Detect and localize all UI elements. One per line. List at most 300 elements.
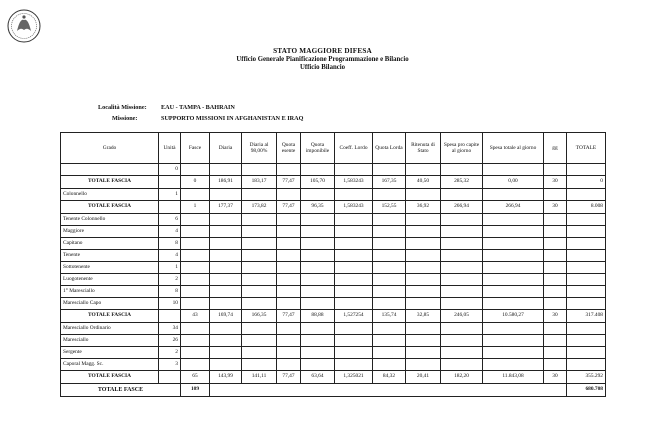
grade-row (61, 274, 606, 286)
table-cell: 2 (159, 347, 181, 359)
table-cell (277, 286, 301, 298)
grand-total-value: 680.708 (567, 384, 606, 397)
table-cell: 0,00 (483, 176, 544, 189)
table-cell (210, 359, 242, 371)
table-cell (483, 262, 544, 274)
table-cell (335, 347, 373, 359)
table-cell (406, 335, 441, 347)
grade-row (61, 323, 606, 335)
table-cell (242, 226, 277, 238)
table-cell (441, 262, 483, 274)
table-cell (567, 298, 606, 310)
table-cell: 30 (544, 201, 567, 214)
grade-name-cell: Maggiore (61, 226, 159, 238)
table-cell (483, 226, 544, 238)
grade-name-cell: Tenente Colonnello (61, 214, 159, 226)
table-cell (483, 238, 544, 250)
table-cell (335, 359, 373, 371)
table-cell (181, 274, 210, 286)
table-cell: 88,88 (301, 310, 335, 323)
column-header: Spesa pro capite al giorno (441, 133, 483, 164)
table-cell (277, 274, 301, 286)
table-cell: 135,74 (373, 310, 406, 323)
table-cell (159, 201, 181, 214)
table-cell (567, 250, 606, 262)
grade-row (61, 359, 606, 371)
column-header: Unità (159, 133, 181, 164)
table-cell (544, 274, 567, 286)
table-cell: 8.008 (567, 201, 606, 214)
column-header: TOTALE (567, 133, 606, 164)
grade-name-cell (61, 164, 159, 176)
table-cell: 30 (544, 176, 567, 189)
table-cell: 173,82 (242, 201, 277, 214)
grand-total-spacer (210, 384, 567, 397)
total-label-cell: TOTALE FASCIA (61, 371, 159, 384)
table-cell (301, 347, 335, 359)
table-cell (301, 323, 335, 335)
grade-name-cell: Maresciallo (61, 335, 159, 347)
table-cell (544, 359, 567, 371)
table-cell (301, 274, 335, 286)
fascia-total-row (61, 310, 606, 323)
table-cell: 1,527254 (335, 310, 373, 323)
table-cell (181, 189, 210, 201)
table-cell (242, 298, 277, 310)
table-cell: 183,17 (242, 176, 277, 189)
table-cell: 20,41 (406, 371, 441, 384)
table-cell: 96,35 (301, 201, 335, 214)
table-cell (242, 189, 277, 201)
table-cell (544, 286, 567, 298)
column-header: Diaria (210, 133, 242, 164)
table-cell (335, 335, 373, 347)
table-cell: 177,37 (210, 201, 242, 214)
table-cell (301, 164, 335, 176)
table-cell: 285,32 (441, 176, 483, 189)
table-cell (373, 250, 406, 262)
table-cell (242, 262, 277, 274)
table-cell (483, 250, 544, 262)
table-cell (373, 164, 406, 176)
table-cell (277, 298, 301, 310)
table-cell (441, 238, 483, 250)
column-header: Quota imponibile (301, 133, 335, 164)
table-cell (301, 298, 335, 310)
table-cell (406, 323, 441, 335)
table-cell (210, 274, 242, 286)
table-cell (301, 214, 335, 226)
table-cell: 77,47 (277, 310, 301, 323)
grade-name-cell: Sergente (61, 347, 159, 359)
table-cell: 266,94 (483, 201, 544, 214)
grade-name-cell: Sottotenente (61, 262, 159, 274)
table-cell (181, 286, 210, 298)
table-cell (181, 164, 210, 176)
table-cell (210, 250, 242, 262)
grade-name-cell: Colonnello (61, 189, 159, 201)
table-cell: 77,47 (277, 201, 301, 214)
table-cell (441, 226, 483, 238)
table-cell (277, 250, 301, 262)
table-cell (406, 262, 441, 274)
table-cell (181, 214, 210, 226)
table-cell: 169,74 (210, 310, 242, 323)
table-cell: 2 (159, 274, 181, 286)
grade-row (61, 250, 606, 262)
allowance-table (60, 132, 606, 397)
table-cell (373, 347, 406, 359)
table-cell (210, 164, 242, 176)
table-cell (406, 298, 441, 310)
table-cell: 1 (181, 201, 210, 214)
table-cell: 1,325021 (335, 371, 373, 384)
grade-row (61, 298, 606, 310)
table-cell (242, 214, 277, 226)
table-cell (406, 250, 441, 262)
table-cell (544, 347, 567, 359)
table-cell (483, 286, 544, 298)
grade-row (61, 286, 606, 298)
table-cell (441, 274, 483, 286)
grade-name-cell: Capitano (61, 238, 159, 250)
table-cell (277, 262, 301, 274)
table-cell (567, 286, 606, 298)
doc-subtitle-office: Ufficio Generale Pianificazione Programmazione e Bilancio (236, 56, 409, 63)
table-cell (335, 262, 373, 274)
table-cell: 266,94 (441, 201, 483, 214)
table-cell (242, 323, 277, 335)
table-cell (242, 359, 277, 371)
column-header: Ritenuta di Stato (406, 133, 441, 164)
table-cell (441, 359, 483, 371)
table-cell: 152,55 (373, 201, 406, 214)
table-cell: 1 (159, 189, 181, 201)
table-cell: 1,583243 (335, 201, 373, 214)
fascia-total-row (61, 176, 606, 189)
column-header: Quota Lorda (373, 133, 406, 164)
table-cell (544, 250, 567, 262)
table-cell (483, 323, 544, 335)
table-cell (159, 310, 181, 323)
table-cell (301, 359, 335, 371)
table-cell (181, 323, 210, 335)
total-label-cell: TOTALE FASCIA (61, 176, 159, 189)
table-cell (373, 335, 406, 347)
table-cell (210, 214, 242, 226)
table-cell: 65 (181, 371, 210, 384)
table-cell (301, 250, 335, 262)
table-cell: 4 (159, 226, 181, 238)
table-cell (181, 238, 210, 250)
table-cell (242, 335, 277, 347)
column-header: gg (544, 133, 567, 164)
table-cell (181, 298, 210, 310)
table-cell (373, 274, 406, 286)
table-cell (483, 359, 544, 371)
column-header: Diaria al 98,00% (242, 133, 277, 164)
table-cell (406, 347, 441, 359)
table-cell (242, 274, 277, 286)
table-cell (242, 164, 277, 176)
doc-subtitle-bureau: Ufficio Bilancio (299, 64, 346, 71)
table-cell: 317.408 (567, 310, 606, 323)
grade-row (61, 347, 606, 359)
table-cell (277, 323, 301, 335)
table-cell (373, 189, 406, 201)
table-cell: 246,05 (441, 310, 483, 323)
table-cell (483, 189, 544, 201)
column-header: Grado (61, 133, 159, 164)
table-cell: 77,47 (277, 176, 301, 189)
table-cell (335, 226, 373, 238)
missione-value: SUPPORTO MISSIONI IN AFGHANISTAN E IRAQ (161, 115, 304, 122)
table-cell (406, 226, 441, 238)
table-cell (544, 298, 567, 310)
table-cell: 4 (159, 250, 181, 262)
table-cell (210, 347, 242, 359)
table-cell: 84,32 (373, 371, 406, 384)
table-cell (181, 347, 210, 359)
grand-total-row (61, 384, 606, 397)
table-cell: 167,35 (373, 176, 406, 189)
table-cell: 36,92 (406, 201, 441, 214)
localita-label: Località Missione: (98, 104, 147, 111)
column-header: Quota esente (277, 133, 301, 164)
table-cell (242, 250, 277, 262)
table-cell (301, 226, 335, 238)
table-cell (335, 238, 373, 250)
table-cell (441, 250, 483, 262)
table-cell (373, 226, 406, 238)
table-cell: 30 (544, 371, 567, 384)
table-cell (567, 262, 606, 274)
table-cell (373, 323, 406, 335)
grade-row (61, 214, 606, 226)
grade-row (61, 262, 606, 274)
table-cell (406, 164, 441, 176)
table-cell: 182,20 (441, 371, 483, 384)
table-cell (544, 189, 567, 201)
table-cell (242, 238, 277, 250)
table-cell (567, 335, 606, 347)
column-header: Spesa totale al giorno (483, 133, 544, 164)
table-cell (483, 335, 544, 347)
fascia-total-row (61, 371, 606, 384)
table-cell: 32,85 (406, 310, 441, 323)
table-cell (483, 298, 544, 310)
table-cell (301, 286, 335, 298)
table-cell (406, 359, 441, 371)
doc-title: STATO MAGGIORE DIFESA (273, 47, 372, 55)
table-cell (181, 226, 210, 238)
total-label-cell: TOTALE FASCIA (61, 310, 159, 323)
table-cell: 10 (159, 298, 181, 310)
table-cell (210, 298, 242, 310)
table-cell (242, 286, 277, 298)
table-cell: 8 (159, 238, 181, 250)
table-cell (277, 335, 301, 347)
table-cell (544, 323, 567, 335)
table-body (61, 133, 606, 397)
grade-name-cell: Tenente (61, 250, 159, 262)
table-cell (544, 335, 567, 347)
table-cell (210, 226, 242, 238)
table-cell (181, 250, 210, 262)
table-cell (335, 323, 373, 335)
table-cell (277, 226, 301, 238)
table-cell (301, 238, 335, 250)
table-cell: 8 (159, 286, 181, 298)
table-cell: 3 (159, 359, 181, 371)
table-cell (373, 214, 406, 226)
table-cell: 0 (567, 176, 606, 189)
table-cell (567, 359, 606, 371)
localita-value: EAU - TAMPA - BAHRAIN (161, 104, 235, 111)
table-cell: 43 (181, 310, 210, 323)
total-label-cell: TOTALE FASCIA (61, 201, 159, 214)
grade-name-cell: Caporal Magg. Sc. (61, 359, 159, 371)
table-cell (373, 298, 406, 310)
fascia-total-row (61, 201, 606, 214)
table-cell (335, 250, 373, 262)
table-cell: 11.843,08 (483, 371, 544, 384)
table-cell (335, 286, 373, 298)
table-cell (277, 359, 301, 371)
table-cell (335, 164, 373, 176)
emblem-seal-icon (6, 8, 42, 44)
table-cell (567, 189, 606, 201)
table-cell (441, 214, 483, 226)
table-cell: 141,11 (242, 371, 277, 384)
table-cell (567, 274, 606, 286)
grade-row (61, 226, 606, 238)
table-cell (277, 347, 301, 359)
table-cell (373, 238, 406, 250)
table-cell (335, 298, 373, 310)
table-cell (544, 214, 567, 226)
table-cell (567, 164, 606, 176)
table-cell (441, 298, 483, 310)
table-cell: 105,70 (301, 176, 335, 189)
grade-row (61, 164, 606, 176)
table-cell (181, 262, 210, 274)
table-cell: 30 (544, 310, 567, 323)
table-cell: 10.580,27 (483, 310, 544, 323)
table-cell: 143,99 (210, 371, 242, 384)
table-cell: 26 (159, 335, 181, 347)
grade-name-cell: Maresciallo Ordinario (61, 323, 159, 335)
table-cell: 166,35 (242, 310, 277, 323)
table-cell (567, 238, 606, 250)
table-cell (441, 189, 483, 201)
table-cell (441, 347, 483, 359)
table-cell (483, 164, 544, 176)
grade-name-cell: Luogotenente (61, 274, 159, 286)
table-cell (210, 238, 242, 250)
table-cell: 1 (159, 262, 181, 274)
table-cell: 40,50 (406, 176, 441, 189)
table-cell (567, 323, 606, 335)
table-cell (373, 286, 406, 298)
table-cell (242, 347, 277, 359)
column-header: Fasce (181, 133, 210, 164)
table-cell: 186,91 (210, 176, 242, 189)
table-cell (567, 347, 606, 359)
table-cell (483, 274, 544, 286)
table-cell: 77,47 (277, 371, 301, 384)
missione-label: Missione: (112, 115, 138, 122)
table-cell (483, 214, 544, 226)
table-cell (544, 238, 567, 250)
grand-total-fasce: 109 (181, 384, 210, 397)
table-cell (335, 274, 373, 286)
grade-name-cell: Maresciallo Capo (61, 298, 159, 310)
table-cell (406, 214, 441, 226)
grade-row (61, 335, 606, 347)
table-cell (406, 238, 441, 250)
table-cell: 63,64 (301, 371, 335, 384)
table-cell (181, 335, 210, 347)
table-cell (483, 347, 544, 359)
table-cell (441, 286, 483, 298)
table-cell (567, 214, 606, 226)
table-cell (210, 189, 242, 201)
table-cell (335, 189, 373, 201)
table-cell (373, 359, 406, 371)
table-header-row (61, 133, 606, 164)
grade-row (61, 189, 606, 201)
table-cell: 6 (159, 214, 181, 226)
table-cell (544, 262, 567, 274)
table-cell (210, 286, 242, 298)
table-cell (277, 214, 301, 226)
table-cell (301, 189, 335, 201)
grade-row (61, 238, 606, 250)
table-cell (301, 335, 335, 347)
table-cell (277, 164, 301, 176)
table-cell (159, 371, 181, 384)
table-cell (544, 226, 567, 238)
table-cell (159, 176, 181, 189)
table-cell (441, 335, 483, 347)
table-cell (544, 164, 567, 176)
table-cell (441, 323, 483, 335)
column-header: Coeff. Lordo (335, 133, 373, 164)
table-cell: 355.292 (567, 371, 606, 384)
table-cell (406, 274, 441, 286)
table-cell (373, 262, 406, 274)
grade-name-cell: 1° Maresciallo (61, 286, 159, 298)
table-cell (441, 164, 483, 176)
table-cell (567, 226, 606, 238)
table-cell: 34 (159, 323, 181, 335)
table-cell (181, 359, 210, 371)
table-cell (406, 189, 441, 201)
table-cell (210, 335, 242, 347)
table-cell (301, 262, 335, 274)
table-cell (335, 214, 373, 226)
table-cell (277, 189, 301, 201)
table-cell: 1,583243 (335, 176, 373, 189)
grand-total-label: TOTALE FASCE (61, 384, 181, 397)
table-cell (406, 286, 441, 298)
table-cell (210, 323, 242, 335)
table-cell (210, 262, 242, 274)
table-cell: 0 (181, 176, 210, 189)
table-cell: 0 (159, 164, 181, 176)
table-cell (277, 238, 301, 250)
